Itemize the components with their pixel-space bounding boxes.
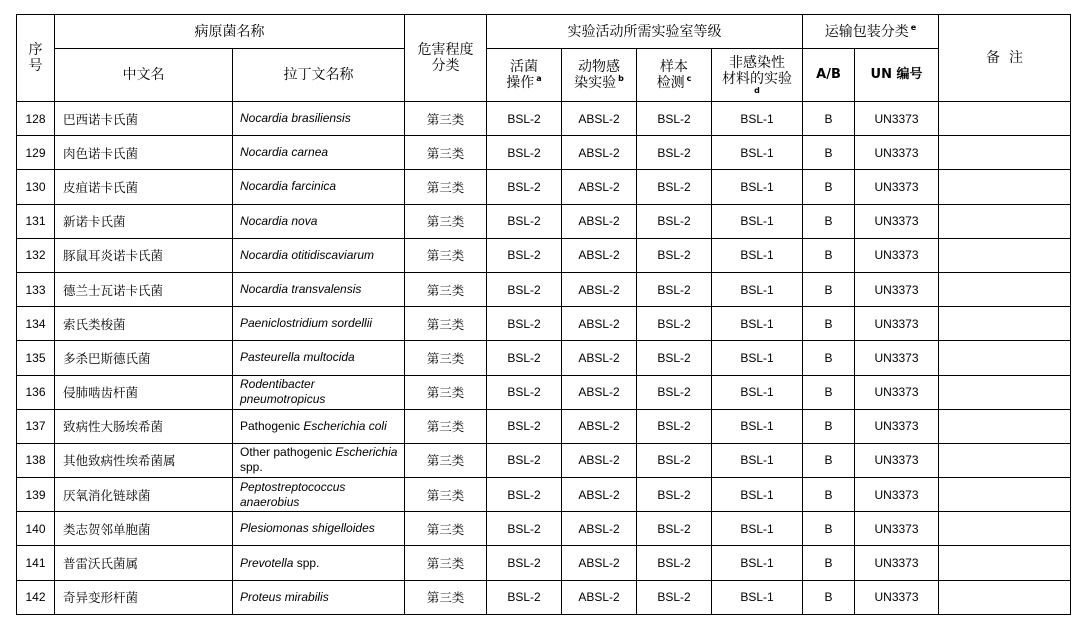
live-culture-level-cell: BSL-2 bbox=[487, 546, 562, 580]
chinese-name-cell: 德兰士瓦诺卡氏菌 bbox=[55, 272, 233, 306]
row-number: 132 bbox=[17, 238, 55, 272]
row-number: 133 bbox=[17, 272, 55, 306]
latin-italic: Nocardia transvalensis bbox=[240, 282, 362, 297]
hazard-class-cell: 第三类 bbox=[405, 409, 487, 443]
live-culture-level-cell: BSL-2 bbox=[487, 272, 562, 306]
hazard-class-cell: 第三类 bbox=[405, 341, 487, 375]
animal-infection-level-cell: ABSL-2 bbox=[562, 546, 637, 580]
chinese-name-cell: 肉色诺卡氏菌 bbox=[55, 136, 233, 170]
latin-name-cell bbox=[233, 238, 405, 272]
un-number-cell: UN3373 bbox=[855, 409, 939, 443]
transport-ab-cell: B bbox=[803, 478, 855, 512]
transport-ab-cell: B bbox=[803, 170, 855, 204]
remarks-cell bbox=[939, 546, 1071, 580]
header-animal-infection: 动物感 染实验 $^b$ bbox=[562, 49, 637, 102]
live-culture-level-cell: BSL-2 bbox=[487, 375, 562, 409]
noninfectious-level-cell: BSL-1 bbox=[712, 341, 803, 375]
sample-detection-level-cell: BSL-2 bbox=[637, 375, 712, 409]
noninfectious-level-cell: BSL-1 bbox=[712, 136, 803, 170]
un-number-cell: UN3373 bbox=[855, 170, 939, 204]
remarks-cell bbox=[939, 478, 1071, 512]
table-row bbox=[17, 238, 1071, 272]
latin-name-cell bbox=[233, 136, 405, 170]
transport-ab-cell: B bbox=[803, 375, 855, 409]
latin-name-cell bbox=[233, 170, 405, 204]
sample-detection-level-cell: BSL-2 bbox=[637, 136, 712, 170]
animal-infection-level-cell: ABSL-2 bbox=[562, 443, 637, 477]
sample-detection-level-cell: BSL-2 bbox=[637, 546, 712, 580]
latin-italic: Rodentibacter pneumotropicus bbox=[240, 377, 326, 407]
noninfectious-level-cell: BSL-1 bbox=[712, 478, 803, 512]
sample-detection-level-cell: BSL-2 bbox=[637, 512, 712, 546]
hazard-class-cell: 第三类 bbox=[405, 443, 487, 477]
live-culture-level-cell: BSL-2 bbox=[487, 580, 562, 614]
animal-infection-level-cell: ABSL-2 bbox=[562, 478, 637, 512]
latin-italic: Nocardia brasiliensis bbox=[240, 111, 351, 126]
transport-ab-cell: B bbox=[803, 546, 855, 580]
row-number: 129 bbox=[17, 136, 55, 170]
latin-suffix: spp. bbox=[293, 555, 320, 570]
chinese-name-cell: 类志贺邻单胞菌 bbox=[55, 512, 233, 546]
latin-name-cell bbox=[233, 512, 405, 546]
chinese-name-cell: 奇异变形杆菌 bbox=[55, 580, 233, 614]
row-number: 140 bbox=[17, 512, 55, 546]
un-number-cell: UN3373 bbox=[855, 478, 939, 512]
header-transport: 运输包装分类 $^e$ bbox=[803, 15, 939, 49]
row-number: 130 bbox=[17, 170, 55, 204]
remarks-cell bbox=[939, 375, 1071, 409]
animal-infection-level-cell: ABSL-2 bbox=[562, 580, 637, 614]
un-number-cell: UN3373 bbox=[855, 204, 939, 238]
animal-infection-level-cell: ABSL-2 bbox=[562, 307, 637, 341]
chinese-name-cell: 索氏类梭菌 bbox=[55, 307, 233, 341]
sample-detection-level-cell: BSL-2 bbox=[637, 478, 712, 512]
live-culture-level-cell: BSL-2 bbox=[487, 512, 562, 546]
remarks-cell bbox=[939, 204, 1071, 238]
noninfectious-level-cell: BSL-1 bbox=[712, 204, 803, 238]
row-number: 136 bbox=[17, 375, 55, 409]
live-culture-level-cell: BSL-2 bbox=[487, 170, 562, 204]
chinese-name-cell: 致病性大肠埃希菌 bbox=[55, 409, 233, 443]
chinese-name-cell: 巴西诺卡氏菌 bbox=[55, 102, 233, 136]
latin-name-cell bbox=[233, 102, 405, 136]
latin-name-cell bbox=[233, 307, 405, 341]
transport-ab-cell: B bbox=[803, 272, 855, 306]
sample-detection-level-cell: BSL-2 bbox=[637, 204, 712, 238]
noninfectious-level-cell: BSL-1 bbox=[712, 238, 803, 272]
live-culture-level-cell: BSL-2 bbox=[487, 341, 562, 375]
noninfectious-level-cell: BSL-1 bbox=[712, 272, 803, 306]
remarks-cell bbox=[939, 512, 1071, 546]
table-row bbox=[17, 478, 1071, 512]
noninfectious-level-cell: BSL-1 bbox=[712, 307, 803, 341]
header-ab: A/B bbox=[803, 49, 855, 102]
latin-name-cell bbox=[233, 375, 405, 409]
row-number: 139 bbox=[17, 478, 55, 512]
latin-italic: Plesiomonas shigelloides bbox=[240, 521, 375, 536]
sample-detection-level-cell: BSL-2 bbox=[637, 238, 712, 272]
latin-name-cell bbox=[233, 409, 405, 443]
animal-infection-level-cell: ABSL-2 bbox=[562, 512, 637, 546]
latin-italic: Peptostreptococcus anaerobius bbox=[240, 479, 346, 509]
transport-ab-cell: B bbox=[803, 307, 855, 341]
remarks-cell bbox=[939, 341, 1071, 375]
transport-ab-cell: B bbox=[803, 409, 855, 443]
latin-name-cell bbox=[233, 546, 405, 580]
transport-ab-cell: B bbox=[803, 238, 855, 272]
row-number: 141 bbox=[17, 546, 55, 580]
table-row bbox=[17, 204, 1071, 238]
latin-italic: Nocardia carnea bbox=[240, 145, 329, 160]
remarks-cell bbox=[939, 580, 1071, 614]
remarks-cell bbox=[939, 272, 1071, 306]
sample-detection-level-cell: BSL-2 bbox=[637, 272, 712, 306]
header-sample-detection: 样本 检测 $^c$ bbox=[637, 49, 712, 102]
noninfectious-level-cell: BSL-1 bbox=[712, 102, 803, 136]
transport-ab-cell: B bbox=[803, 512, 855, 546]
un-number-cell: UN3373 bbox=[855, 512, 939, 546]
chinese-name-cell: 豚鼠耳炎诺卡氏菌 bbox=[55, 238, 233, 272]
live-culture-level-cell: BSL-2 bbox=[487, 307, 562, 341]
transport-ab-cell: B bbox=[803, 443, 855, 477]
remarks-cell bbox=[939, 307, 1071, 341]
latin-name-cell bbox=[233, 272, 405, 306]
hazard-class-cell: 第三类 bbox=[405, 580, 487, 614]
animal-infection-level-cell: ABSL-2 bbox=[562, 136, 637, 170]
remarks-cell bbox=[939, 443, 1071, 477]
un-number-cell: UN3373 bbox=[855, 307, 939, 341]
hazard-class-cell: 第三类 bbox=[405, 204, 487, 238]
latin-name-cell bbox=[233, 580, 405, 614]
transport-ab-cell: B bbox=[803, 341, 855, 375]
hazard-class-cell: 第三类 bbox=[405, 102, 487, 136]
latin-italic: Escherichia coli bbox=[303, 418, 387, 433]
latin-prefix: Pathogenic bbox=[240, 418, 304, 433]
header-un-number: UN 编号 bbox=[855, 49, 939, 102]
header-chinese-name: 中文名 bbox=[55, 49, 233, 102]
un-number-cell: UN3373 bbox=[855, 375, 939, 409]
row-number: 131 bbox=[17, 204, 55, 238]
remarks-cell bbox=[939, 136, 1071, 170]
latin-italic: Paeniclostridium sordellii bbox=[240, 316, 373, 331]
row-number: 128 bbox=[17, 102, 55, 136]
table-row bbox=[17, 307, 1071, 341]
row-number: 142 bbox=[17, 580, 55, 614]
transport-ab-cell: B bbox=[803, 102, 855, 136]
header-latin-name: 拉丁文名称 bbox=[233, 49, 405, 102]
latin-italic: Pasteurella multocida bbox=[240, 350, 355, 365]
animal-infection-level-cell: ABSL-2 bbox=[562, 341, 637, 375]
animal-infection-level-cell: ABSL-2 bbox=[562, 375, 637, 409]
hazard-class-cell: 第三类 bbox=[405, 307, 487, 341]
live-culture-level-cell: BSL-2 bbox=[487, 409, 562, 443]
latin-name-cell bbox=[233, 443, 405, 477]
live-culture-level-cell: BSL-2 bbox=[487, 204, 562, 238]
table-row bbox=[17, 409, 1071, 443]
animal-infection-level-cell: ABSL-2 bbox=[562, 272, 637, 306]
remarks-cell bbox=[939, 409, 1071, 443]
hazard-class-cell: 第三类 bbox=[405, 375, 487, 409]
sample-detection-level-cell: BSL-2 bbox=[637, 170, 712, 204]
table-row bbox=[17, 170, 1071, 204]
table-row bbox=[17, 102, 1071, 136]
latin-italic: Nocardia nova bbox=[240, 213, 318, 228]
un-number-cell: UN3373 bbox=[855, 443, 939, 477]
table-row bbox=[17, 341, 1071, 375]
header-hazard-level: 危害程度分类 bbox=[405, 15, 487, 102]
un-number-cell: UN3373 bbox=[855, 272, 939, 306]
latin-italic: Escherichia bbox=[335, 445, 398, 460]
un-number-cell: UN3373 bbox=[855, 580, 939, 614]
latin-suffix: spp. bbox=[240, 460, 263, 475]
table-row bbox=[17, 546, 1071, 580]
noninfectious-level-cell: BSL-1 bbox=[712, 170, 803, 204]
table-row bbox=[17, 272, 1071, 306]
un-number-cell: UN3373 bbox=[855, 238, 939, 272]
noninfectious-level-cell: BSL-1 bbox=[712, 512, 803, 546]
transport-ab-cell: B bbox=[803, 136, 855, 170]
table-row bbox=[17, 375, 1071, 409]
remarks-cell bbox=[939, 102, 1071, 136]
table-row bbox=[17, 512, 1071, 546]
latin-italic: Prevotella bbox=[240, 555, 294, 570]
animal-infection-level-cell: ABSL-2 bbox=[562, 204, 637, 238]
table-row bbox=[17, 580, 1071, 614]
hazard-class-cell: 第三类 bbox=[405, 238, 487, 272]
animal-infection-level-cell: ABSL-2 bbox=[562, 170, 637, 204]
sample-detection-level-cell: BSL-2 bbox=[637, 443, 712, 477]
un-number-cell: UN3373 bbox=[855, 136, 939, 170]
transport-ab-cell: B bbox=[803, 580, 855, 614]
pathogen-table bbox=[16, 14, 1071, 615]
un-number-cell: UN3373 bbox=[855, 546, 939, 580]
animal-infection-level-cell: ABSL-2 bbox=[562, 409, 637, 443]
noninfectious-level-cell: BSL-1 bbox=[712, 375, 803, 409]
header-live-culture: 活菌 操作 $^a$ bbox=[487, 49, 562, 102]
table-row bbox=[17, 136, 1071, 170]
live-culture-level-cell: BSL-2 bbox=[487, 238, 562, 272]
chinese-name-cell: 多杀巴斯德氏菌 bbox=[55, 341, 233, 375]
hazard-class-cell: 第三类 bbox=[405, 136, 487, 170]
sample-detection-level-cell: BSL-2 bbox=[637, 307, 712, 341]
live-culture-level-cell: BSL-2 bbox=[487, 443, 562, 477]
row-number: 135 bbox=[17, 341, 55, 375]
chinese-name-cell: 侵肺啮齿杆菌 bbox=[55, 375, 233, 409]
noninfectious-level-cell: BSL-1 bbox=[712, 409, 803, 443]
chinese-name-cell: 皮疽诺卡氏菌 bbox=[55, 170, 233, 204]
hazard-class-cell: 第三类 bbox=[405, 546, 487, 580]
latin-italic: Nocardia farcinica bbox=[240, 179, 337, 194]
noninfectious-level-cell: BSL-1 bbox=[712, 580, 803, 614]
header-noninfectious-material: 非感染性 材料的实验 d bbox=[712, 49, 803, 102]
noninfectious-level-cell: BSL-1 bbox=[712, 546, 803, 580]
table-row bbox=[17, 443, 1071, 477]
remarks-cell bbox=[939, 238, 1071, 272]
sample-detection-level-cell: BSL-2 bbox=[637, 409, 712, 443]
hazard-class-cell: 第三类 bbox=[405, 272, 487, 306]
latin-name-cell bbox=[233, 204, 405, 238]
latin-prefix: Other pathogenic bbox=[240, 445, 336, 460]
noninfectious-level-cell: BSL-1 bbox=[712, 443, 803, 477]
chinese-name-cell: 厌氧消化链球菌 bbox=[55, 478, 233, 512]
hazard-class-cell: 第三类 bbox=[405, 170, 487, 204]
animal-infection-level-cell: ABSL-2 bbox=[562, 102, 637, 136]
latin-italic: Proteus mirabilis bbox=[240, 589, 329, 604]
hazard-class-cell: 第三类 bbox=[405, 512, 487, 546]
latin-name-cell bbox=[233, 341, 405, 375]
live-culture-level-cell: BSL-2 bbox=[487, 478, 562, 512]
live-culture-level-cell: BSL-2 bbox=[487, 102, 562, 136]
sample-detection-level-cell: BSL-2 bbox=[637, 580, 712, 614]
latin-italic: Nocardia otitidiscaviarum bbox=[240, 247, 375, 262]
row-number: 138 bbox=[17, 443, 55, 477]
latin-name-cell bbox=[233, 478, 405, 512]
hazard-class-cell: 第三类 bbox=[405, 478, 487, 512]
sample-detection-level-cell: BSL-2 bbox=[637, 102, 712, 136]
animal-infection-level-cell: ABSL-2 bbox=[562, 238, 637, 272]
row-number: 137 bbox=[17, 409, 55, 443]
sample-detection-level-cell: BSL-2 bbox=[637, 341, 712, 375]
un-number-cell: UN3373 bbox=[855, 341, 939, 375]
chinese-name-cell: 新诺卡氏菌 bbox=[55, 204, 233, 238]
header-pathogen-name: 病原菌名称 bbox=[55, 15, 405, 49]
row-number: 134 bbox=[17, 307, 55, 341]
un-number-cell: UN3373 bbox=[855, 102, 939, 136]
header-remarks: 备 注 bbox=[939, 15, 1071, 102]
chinese-name-cell: 其他致病性埃希菌属 bbox=[55, 443, 233, 477]
live-culture-level-cell: BSL-2 bbox=[487, 136, 562, 170]
transport-ab-cell: B bbox=[803, 204, 855, 238]
header-seq: 序号 bbox=[17, 15, 55, 102]
chinese-name-cell: 普雷沃氏菌属 bbox=[55, 546, 233, 580]
remarks-cell bbox=[939, 170, 1071, 204]
header-lab-level: 实验活动所需实验室等级 bbox=[487, 15, 803, 49]
